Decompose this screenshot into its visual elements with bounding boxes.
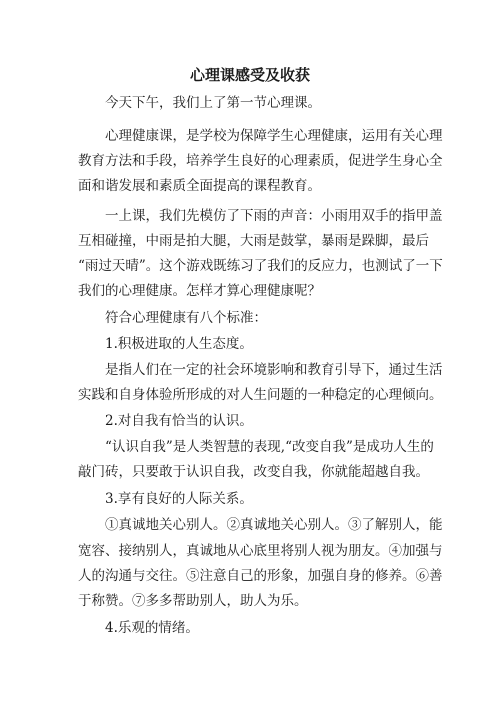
paragraph-line: 今天下午，我们上了第一节心理课。 [105, 95, 321, 111]
paragraph-line: 是指人们在一定的社会环境影响和教育引导下，通过生活 [105, 362, 443, 378]
paragraph-line: 敲门砖，只要敢于认识自我，改变自我，你就能超越自我。 [78, 464, 429, 480]
numbered-heading: 3.享有良好的人际关系。 [105, 491, 253, 507]
paragraph-line: “雨过天晴”。这个游戏既练习了我们的反应力，也测试了一下 [78, 258, 443, 274]
paragraph-line: 教育方法和手段，培养学生良好的心理素质，促进学生身心全 [78, 153, 443, 169]
paragraph-line: 心理健康课，是学校为保障学生心理健康，运用有关心理 [105, 128, 443, 144]
document-title: 心理课感受及收获 [189, 66, 310, 84]
paragraph-line: ①真诚地关心别人。②真诚地关心别人。③了解别人，能 [105, 517, 443, 533]
paragraph-line: “认识自我”是人类智慧的表现,“改变自我”是成功人生的 [105, 439, 434, 455]
paragraph-line: 于称赞。⑦多多帮助别人，助人为乐。 [78, 593, 308, 609]
paragraph-line: 实践和自身体验所形成的对人生问题的一种稳定的心理倾向。 [78, 387, 443, 403]
paragraph-line: 互相碰撞，中雨是拍大腿，大雨是鼓掌，暴雨是跺脚，最后 [78, 233, 429, 249]
paragraph-line: 面和谐发展和素质全面提高的课程教育。 [78, 178, 321, 194]
numbered-heading: 2.对自我有恰当的认识。 [105, 413, 253, 429]
numbered-heading: 4.乐观的情绪。 [105, 620, 199, 636]
paragraph-line: 宽容、接纳别人，真诚地从心底里将别人视为朋友。④加强与 [78, 543, 443, 559]
numbered-heading: 1.积极进取的人生态度。 [105, 336, 253, 352]
paragraph-line: 符合心理健康有八个标准： [105, 310, 267, 326]
paragraph-line: 人的沟通与交往。⑤注意自己的形象，加强自身的修养。⑥善 [78, 568, 443, 584]
paragraph-line: 我们的心理健康。怎样才算心理健康呢？ [78, 283, 321, 299]
paragraph-line: 一上课，我们先模仿了下雨的声音：小雨用双手的指甲盖 [105, 208, 443, 224]
